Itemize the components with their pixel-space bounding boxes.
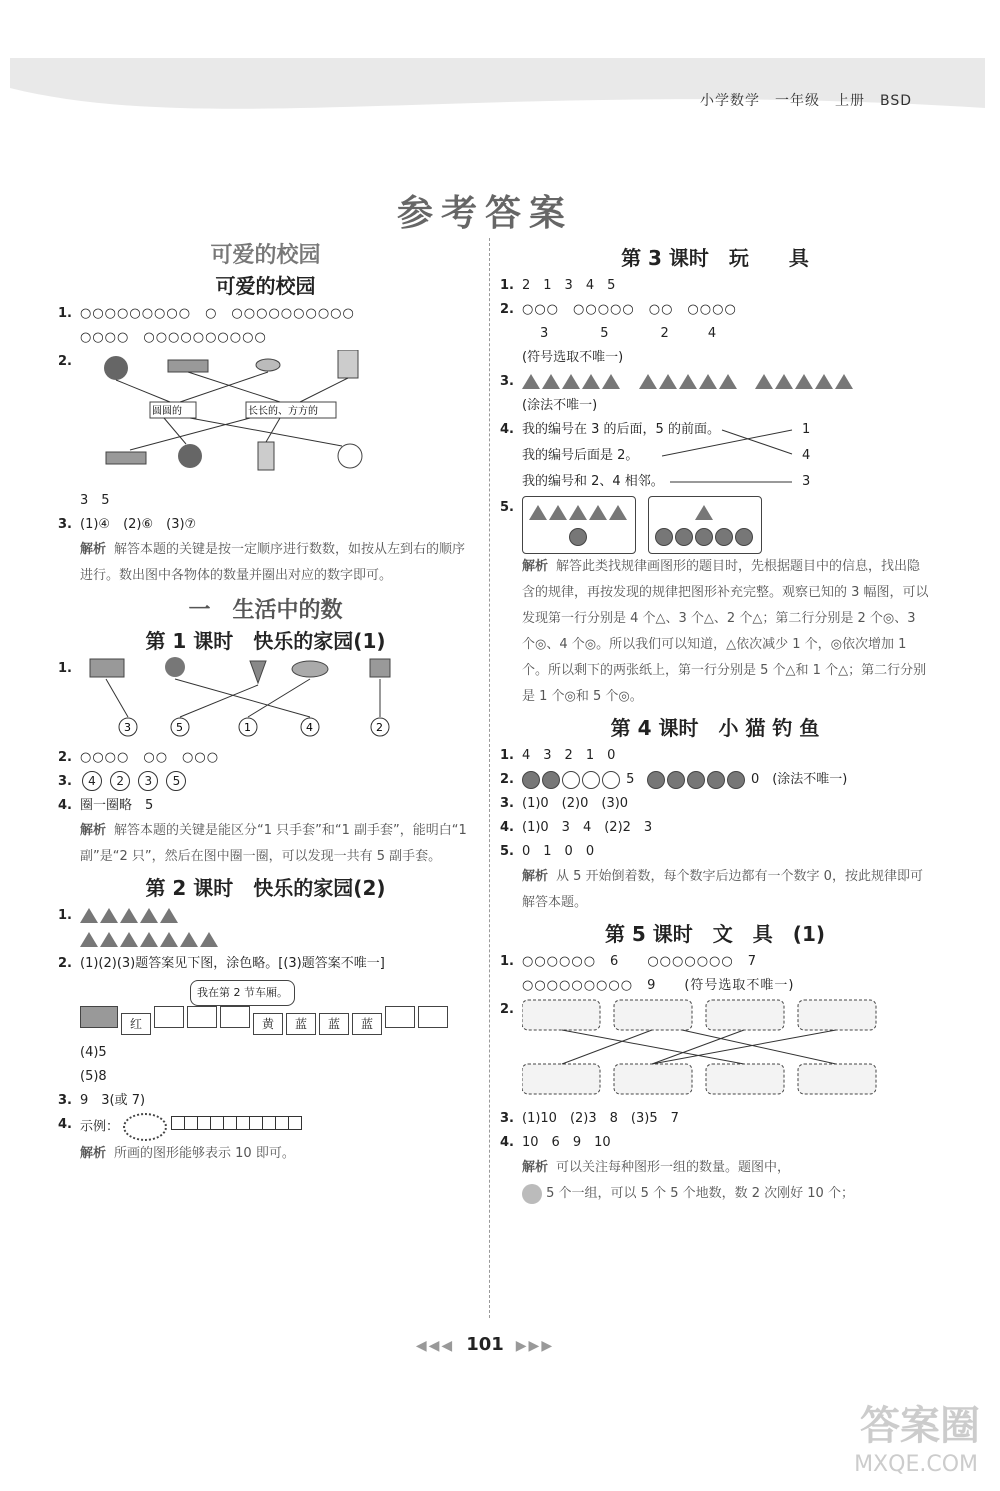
- question-number: 4.: [58, 798, 72, 813]
- question-number: 1.: [58, 908, 72, 923]
- soccer-ball-icon: [338, 444, 362, 468]
- answer-circles: ○○○○○○○○○ ○ ○○○○○○○○○○: [80, 306, 355, 321]
- box-row: [171, 1115, 301, 1139]
- analysis: [58, 537, 473, 589]
- question-number: 3.: [500, 374, 514, 389]
- train-car: [418, 1006, 448, 1028]
- question-1: [58, 302, 473, 350]
- analysis: [500, 864, 930, 916]
- lesson-title: 第 2 课时 快乐的家园(2): [145, 876, 386, 900]
- analysis: [500, 1155, 930, 1207]
- question-5: [500, 496, 930, 554]
- question-number: 2.: [500, 1002, 514, 1017]
- answer-circles: ○○○○○○○○○ 9 (符号选取不唯一): [522, 978, 795, 993]
- basketball-icon: [104, 356, 128, 380]
- question-number: 5.: [500, 844, 514, 859]
- page-footer: [0, 1334, 970, 1355]
- group-box: [614, 1064, 692, 1094]
- analysis-label: 解析: [522, 559, 549, 574]
- label-long: 长长的、方方的: [248, 406, 318, 417]
- question-1: [58, 657, 473, 746]
- num-label: 3: [124, 721, 131, 734]
- matching-diagram: [80, 350, 370, 480]
- answer-text: 示例：: [80, 1119, 120, 1135]
- ice-cream-icon: [250, 661, 266, 683]
- answer-circles: ○○○○ ○○ ○○○: [80, 750, 220, 765]
- answer-note: (涂法不唯一): [522, 398, 598, 413]
- match-number: 4: [802, 448, 811, 463]
- fridge-icon: [258, 442, 274, 470]
- lesson-title: 第 5 课时 文 具 (1): [604, 922, 826, 946]
- connector-lines: [662, 418, 802, 496]
- answer-text: 3 5: [80, 493, 110, 508]
- question-number: 4.: [500, 1135, 514, 1150]
- answer-text: 0 1 0 0: [522, 844, 595, 859]
- train-car: 蓝: [286, 1013, 316, 1035]
- eraser-icon: [256, 359, 280, 371]
- matching-lines: [522, 418, 930, 496]
- num-label: 2: [376, 721, 383, 734]
- question-number: 2.: [58, 956, 72, 971]
- num-label: 4: [306, 721, 313, 734]
- question-3: [500, 1107, 930, 1131]
- question-3: [500, 370, 930, 418]
- analysis-text: 从 5 开始倒着数，每个数字后边都有一个数字 0，按此规律即可解答本题。: [522, 869, 923, 910]
- question-4: [500, 1131, 930, 1155]
- answer-text: 9 3(或 7): [80, 1093, 146, 1108]
- circle-icon: [522, 1184, 542, 1204]
- stationery-matching-diagram: [522, 998, 882, 1098]
- header-subject: 小学数学 一年级 上册 BSD: [699, 93, 912, 109]
- question-number: 3.: [500, 796, 514, 811]
- train-car: [385, 1006, 415, 1028]
- num-label: 1: [244, 721, 251, 734]
- question-number: 4.: [58, 1117, 72, 1132]
- analysis-text: 5 个一组，可以 5 个 5 个地数，数 2 次刚好 10 个；: [546, 1186, 854, 1201]
- right-column: [500, 240, 930, 1207]
- question-1: [500, 274, 930, 298]
- lesson-title: 第 3 课时 玩 具: [621, 246, 809, 270]
- question-number: 2.: [500, 772, 514, 787]
- analysis-label: 解析: [80, 542, 107, 557]
- pattern-card: [648, 496, 762, 554]
- left-column: [58, 240, 473, 1167]
- question-1: [500, 950, 930, 998]
- train-car: 蓝: [319, 1013, 349, 1035]
- ruler-icon: [106, 452, 146, 464]
- triangle-row: [80, 928, 473, 952]
- analysis-label: 解析: [522, 869, 549, 884]
- train-diagram: [80, 980, 473, 1037]
- train-car: [154, 1006, 184, 1028]
- gloves-icon: [90, 659, 124, 677]
- socks-icon: [370, 659, 390, 677]
- answer-text: (4)5: [80, 1045, 107, 1060]
- right-arrows-icon: ▶▶▶: [515, 1338, 555, 1354]
- question-2: [58, 952, 473, 1089]
- statement: 我的编号后面是 2。: [522, 448, 639, 463]
- triangle-group: [639, 374, 739, 389]
- train-car: 红: [121, 1013, 151, 1035]
- lesson-title: 可爱的校园: [215, 274, 316, 298]
- answer-numbers: 3 5 2 4: [540, 326, 717, 341]
- train-car: [220, 1006, 250, 1028]
- question-number: 3.: [58, 1093, 72, 1108]
- book-icon: [338, 350, 358, 378]
- circled-number: 3: [138, 771, 158, 791]
- lesson-title: 第 4 课时 小 猫 钓 鱼: [610, 716, 820, 740]
- question-number: 3.: [58, 774, 72, 789]
- answer-text: 圈一圈略 5: [80, 798, 154, 813]
- answer-text: 2 1 3 4 5: [522, 278, 616, 293]
- question-number: 5.: [500, 500, 514, 515]
- answer-text: (1)10 (2)3 8 (3)5 7: [522, 1111, 679, 1126]
- question-5: [500, 840, 930, 864]
- answer-text: 0 (涂法不唯一): [750, 772, 848, 787]
- unit-title: 一 生活中的数: [188, 598, 343, 623]
- answer-text: (1)④ (2)⑥ (3)⑦: [80, 517, 197, 532]
- question-3: [500, 792, 930, 816]
- question-3: [58, 1089, 473, 1113]
- triangle-group: [522, 374, 622, 389]
- answer-text: 4 3 2 1 0: [522, 748, 616, 763]
- hat-icon: [292, 661, 328, 677]
- analysis-text: 解答此类找规律画图形的题目时，先根据题目中的信息，找出隐含的规律，再按发现的规律把图形补充完整。观察已知的 3 幅图，可以发现第一行分别是 4 个△、3 个△、2 个△；第二行分别是 2 个◎、3 个◎、4 个◎。所以我们可以知道，△依次减少 1 个，◎依次增加 1 个。所以剩下的两张纸上，第一行分别是 5 个△和 1 个△；第二行分别是 1 个◎和 5 个◎。: [522, 559, 929, 704]
- answer-text: 5: [626, 772, 635, 787]
- question-2: [500, 298, 930, 370]
- group-box: [522, 1000, 600, 1030]
- watermark-url: MXQE.COM: [854, 1452, 978, 1477]
- train-car: 蓝: [352, 1013, 382, 1035]
- question-number: 4.: [500, 422, 514, 437]
- question-4: [58, 1113, 473, 1141]
- analysis: [500, 554, 930, 710]
- group-box: [706, 1000, 784, 1030]
- question-number: 2.: [58, 750, 72, 765]
- match-number: 3: [802, 474, 811, 489]
- question-1: [500, 744, 930, 768]
- answer-text: (1)(2)(3)题答案见下图，涂色略。[(3)题答案不唯一]: [80, 956, 385, 971]
- question-2: [500, 768, 930, 792]
- question-number: 2.: [58, 354, 72, 369]
- group-box: [614, 1000, 692, 1030]
- analysis: [58, 1141, 473, 1167]
- question-2: [500, 998, 930, 1107]
- question-number: 4.: [500, 820, 514, 835]
- page-number: 101: [466, 1334, 504, 1355]
- answer-text: 10 6 9 10: [522, 1135, 611, 1150]
- statement: 我的编号在 3 的后面，5 的前面。: [522, 422, 720, 437]
- answer-text: (5)8: [80, 1069, 107, 1084]
- analysis-text: 所画的图形能够表示 10 即可。: [114, 1146, 295, 1161]
- question-number: 1.: [58, 306, 72, 321]
- circled-number: 2: [110, 771, 130, 791]
- unit-title: 可爱的校园: [210, 243, 321, 268]
- num-label: 5: [176, 721, 183, 734]
- question-number: 1.: [500, 748, 514, 763]
- question-2: [58, 746, 473, 770]
- question-4: [500, 418, 930, 496]
- question-4: [500, 816, 930, 840]
- gloves-matching-diagram: [80, 657, 400, 737]
- circled-number: 4: [82, 771, 102, 791]
- analysis: [58, 818, 473, 870]
- statement: 我的编号和 2、4 相邻。: [522, 474, 664, 489]
- lesson-title: 第 1 课时 快乐的家园(1): [145, 629, 386, 653]
- circle-group-icon: [123, 1113, 167, 1141]
- pencil-box-icon: [168, 360, 208, 372]
- question-1: [58, 904, 473, 952]
- question-number: 1.: [500, 954, 514, 969]
- analysis-text: 解答本题的关键是能区分“1 只手套”和“1 副手套”，能明白“1 副”是“2 只”，然后在图中圈一圈，可以发现一共有 5 副手套。: [80, 823, 467, 864]
- answer-circles: ○○○○○○ 6 ○○○○○○○ 7: [522, 954, 758, 969]
- group-box: [706, 1064, 784, 1094]
- answer-circles: ○○○○ ○○○○○○○○○○: [80, 330, 267, 345]
- answer-text: (1)0 3 4 (2)2 3: [522, 820, 653, 835]
- analysis-text: 解答本题的关键是按一定顺序进行数数，如按从左到右的顺序进行。数出图中各物体的数量并圈出对应的数字即可。: [80, 542, 466, 583]
- question-number: 3.: [500, 1111, 514, 1126]
- train-car: [187, 1006, 217, 1028]
- question-3: [58, 770, 473, 794]
- ball-icon: [178, 444, 202, 468]
- triangle-row: [80, 904, 473, 928]
- analysis-text: 可以关注每种图形一组的数量。题图中，: [556, 1160, 791, 1175]
- pies-icon: [165, 657, 185, 677]
- group-box: [798, 1064, 876, 1094]
- match-number: 1: [802, 422, 811, 437]
- analysis-label: 解析: [80, 823, 107, 838]
- question-2: [58, 350, 473, 513]
- question-number: 1.: [500, 278, 514, 293]
- answer-text: (1)0 (2)0 (3)0: [522, 796, 629, 811]
- question-3: [58, 513, 473, 537]
- circled-number: 5: [166, 771, 186, 791]
- label-round: 圆圆的: [152, 406, 182, 417]
- question-number: 3.: [58, 517, 72, 532]
- left-arrows-icon: ◀◀◀: [415, 1338, 455, 1354]
- speech-bubble: 我在第 2 节车厢。: [190, 980, 295, 1006]
- question-number: 2.: [500, 302, 514, 317]
- train-car: 黄: [253, 1013, 283, 1035]
- group-box: [798, 1000, 876, 1030]
- question-number: 1.: [58, 661, 72, 676]
- column-divider: [489, 238, 490, 1318]
- analysis-label: 解析: [80, 1146, 107, 1161]
- answer-note: (符号选取不唯一): [522, 350, 624, 365]
- triangle-group: [755, 374, 855, 389]
- question-4: [58, 794, 473, 818]
- train-engine: [80, 1006, 118, 1028]
- group-box: [522, 1064, 600, 1094]
- pattern-card: [522, 496, 636, 554]
- answer-circles: ○○○ ○○○○○ ○○ ○○○○: [522, 302, 737, 317]
- watermark-logo: 答案圈: [860, 1403, 980, 1449]
- header-banner: [10, 58, 985, 120]
- page-title: 参考答案: [396, 193, 573, 234]
- analysis-label: 解析: [522, 1160, 549, 1175]
